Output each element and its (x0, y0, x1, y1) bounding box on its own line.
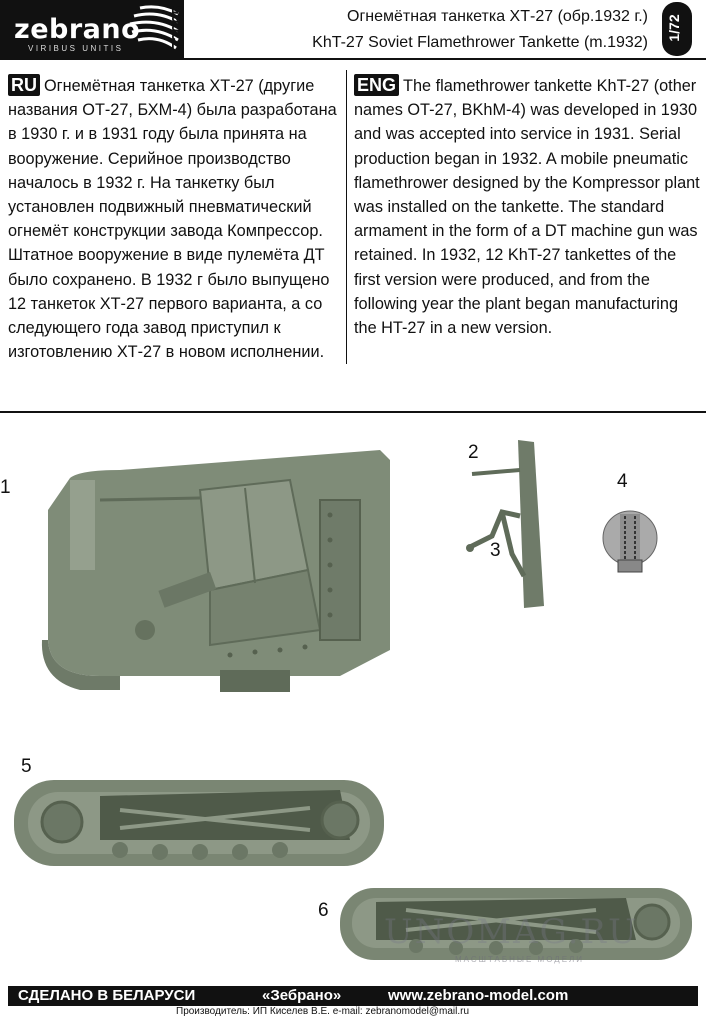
footer-brand: «Зебрано» (262, 987, 342, 1004)
footer-producer: Производитель: ИП Киселев В.Е. e-mail: zebranomodel@mail.ru (176, 1006, 470, 1017)
part-label-6: 6 (318, 900, 329, 921)
watermark: UNOMAG.RU (384, 912, 639, 952)
footer-made-in: СДЕЛАНО В БЕЛАРУСИ (18, 987, 196, 1004)
scale-badge (662, 2, 692, 56)
lang-badge-en: ENG (354, 74, 399, 96)
watermark-sub: МАСШТАБНЫЕ МОДЕЛИ (455, 955, 585, 964)
description-ru-text: Огнемётная танкетка ХТ-27 (другие названия ОТ-27, БХМ-4) была разработана в 1930 г. и в 1931 году была принята на вооружение. Серийное производство началось в 1932 г. На танкетку был установлен подвижный пневматический огнемёт конструкции завода Компрессор. Штатное вооружение в виде пулемёта ДТ было сохранено. В 1932 г было выпущено 12 танкеток ХТ-27 первого варианта, а со следующего года завод приступил к изготовлению ХТ-27 в новом исполнении. (8, 77, 337, 362)
part-label-5: 5 (21, 756, 32, 777)
title-ru: Огнемётная танкетка ХТ-27 (обр.1932 г.) (347, 8, 648, 25)
catalog-number-text: 72065 (170, 5, 187, 51)
scale-text: 1/72 (666, 14, 682, 42)
column-divider (346, 70, 347, 364)
description-en (354, 74, 700, 340)
part-label-2: 2 (468, 442, 479, 463)
description-ru (8, 74, 344, 364)
part-label-4: 4 (617, 471, 628, 492)
lang-badge-ru: RU (8, 74, 40, 96)
section-divider (0, 411, 706, 413)
part-label-1: 1 (0, 477, 11, 498)
hull-part-image (40, 440, 410, 710)
brand-motto: VIRIBUS UNITIS (28, 44, 124, 53)
description-en-text: The flamethrower tankette KhT-27 (other names OT-27, BKhM-4) was developed in 1930 and was accepted into service in 1931. Serial production began in 1932. A mobile pneumatic flamethrower designed by the Kompressor plant was installed on the tankette. The standard armament in the form of a DT machine gun was retained. In 1932, 12 KhT-27 tankettes of the first version were produced, and from the following year the plant began manufacturing the HT-27 in a new version. (354, 77, 700, 338)
catalog-number (172, 0, 188, 56)
footer-website: www.zebrano-model.com (388, 987, 569, 1004)
part-label-3: 3 (490, 540, 501, 561)
sprue-parts-image (462, 436, 562, 616)
track-left-image (10, 770, 390, 880)
header-divider (0, 58, 706, 60)
brand-logo: zebrano (14, 14, 141, 45)
turret-disc-image (600, 508, 660, 578)
title-en: KhT-27 Soviet Flamethrower Tankette (m.1932) (312, 34, 648, 51)
